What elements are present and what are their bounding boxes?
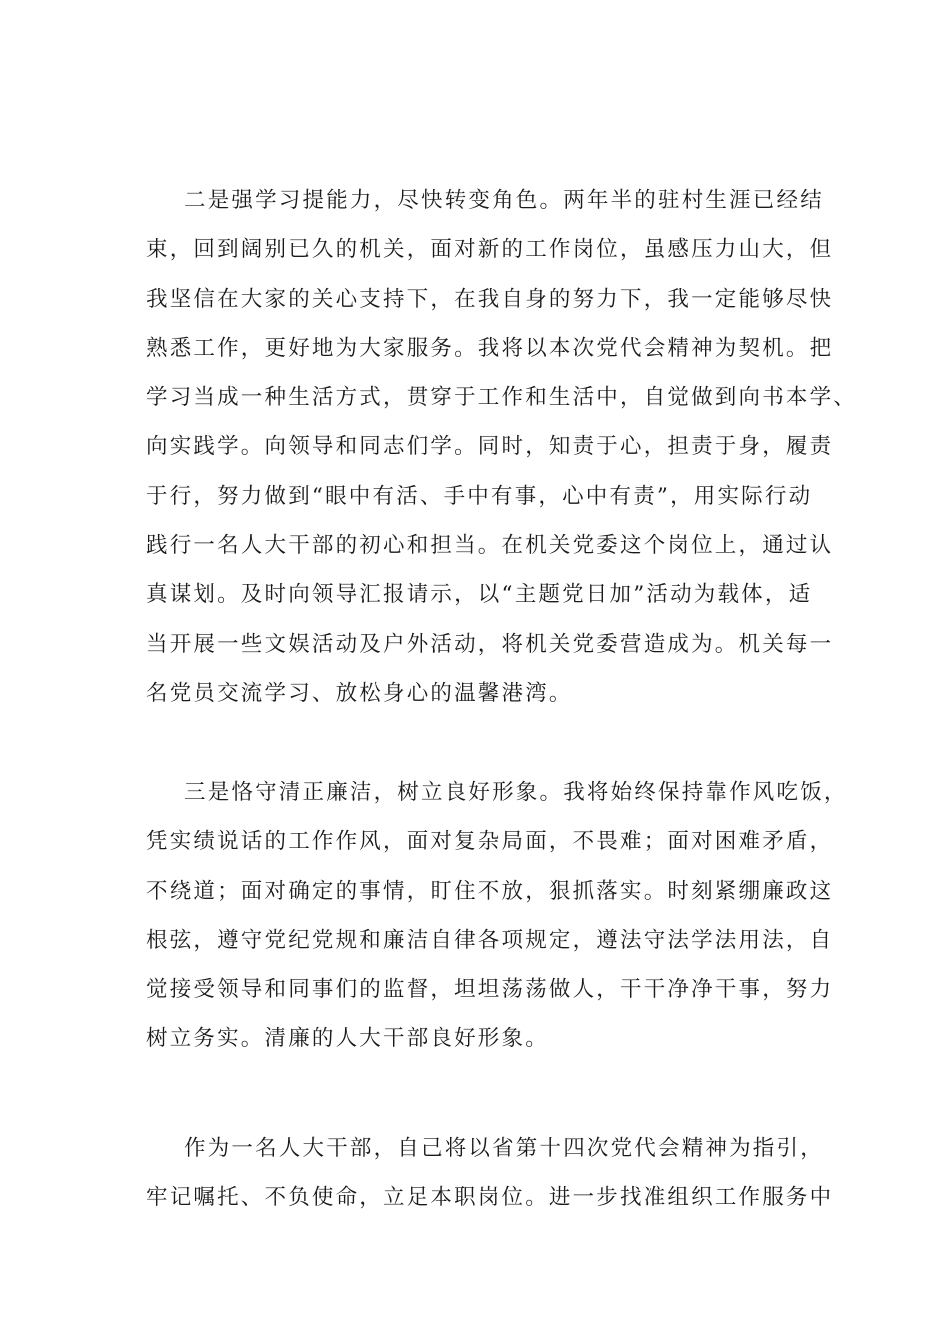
text-line: 于行，努力做到“眼中有活、手中有事，心中有责”，用实际行动 [146, 483, 813, 509]
text-line: 名党员交流学习、放松身心的温馨港湾。 [146, 680, 573, 706]
text-line: 觉接受领导和同事们的监督，坦坦荡荡做人，干干净净干事，努力 [146, 977, 834, 1003]
paragraph-conclusion [146, 1124, 834, 1223]
text-line: 真谋划。及时向领导汇报请示，以“主题党日加”活动为载体，适 [146, 582, 813, 608]
text-line: 当开展一些文娱活动及户外活动，将机关党委营造成为。机关每一 [146, 631, 834, 657]
paragraph-integrity [146, 768, 848, 1064]
text-line: 我坚信在大家的关心支持下，在我自身的努力下，我一定能够尽快 [146, 286, 834, 312]
text-line: 束，回到阔别已久的机关，面对新的工作岗位，虽感压力山大，但 [146, 237, 834, 263]
text-line: 根弦，遵守党纪党规和廉洁自律各项规定，遵法守法学法用法，自 [146, 927, 834, 953]
text-line: 熟悉工作，更好地为大家服务。我将以本次党代会精神为契机。把 [146, 335, 834, 361]
text-line: 作为一名人大干部，自己将以省第十四次党代会精神为指引， [184, 1136, 824, 1161]
text-line: 二是强学习提能力，尽快转变角色。两年半的驻村生涯已经结 [184, 188, 824, 213]
text-line: 牢记嘱托、不负使命，立足本职岗位。进一步找准组织工作服务中 [146, 1185, 834, 1211]
text-line: 凭实绩说话的工作作风，面对复杂局面，不畏难；面对困难矛盾， [146, 829, 834, 855]
text-line: 三是恪守清正廉洁，树立良好形象。我将始终保持靠作风吃饭， [184, 780, 848, 805]
text-line: 不绕道；面对确定的事情，盯住不放，狠抓落实。时刻紧绷廉政这 [146, 878, 834, 904]
text-line: 树立务实。清廉的人大干部良好形象。 [146, 1026, 549, 1052]
text-line: 践行一名人大干部的初心和担当。在机关党委这个岗位上，通过认 [146, 533, 834, 559]
paragraph-study [146, 176, 858, 718]
text-line: 向实践学。向领导和同志们学。同时，知责于心，担责于身，履责 [146, 434, 834, 460]
text-line: 学习当成一种生活方式，贯穿于工作和生活中，自觉做到向书本学、 [146, 385, 858, 411]
